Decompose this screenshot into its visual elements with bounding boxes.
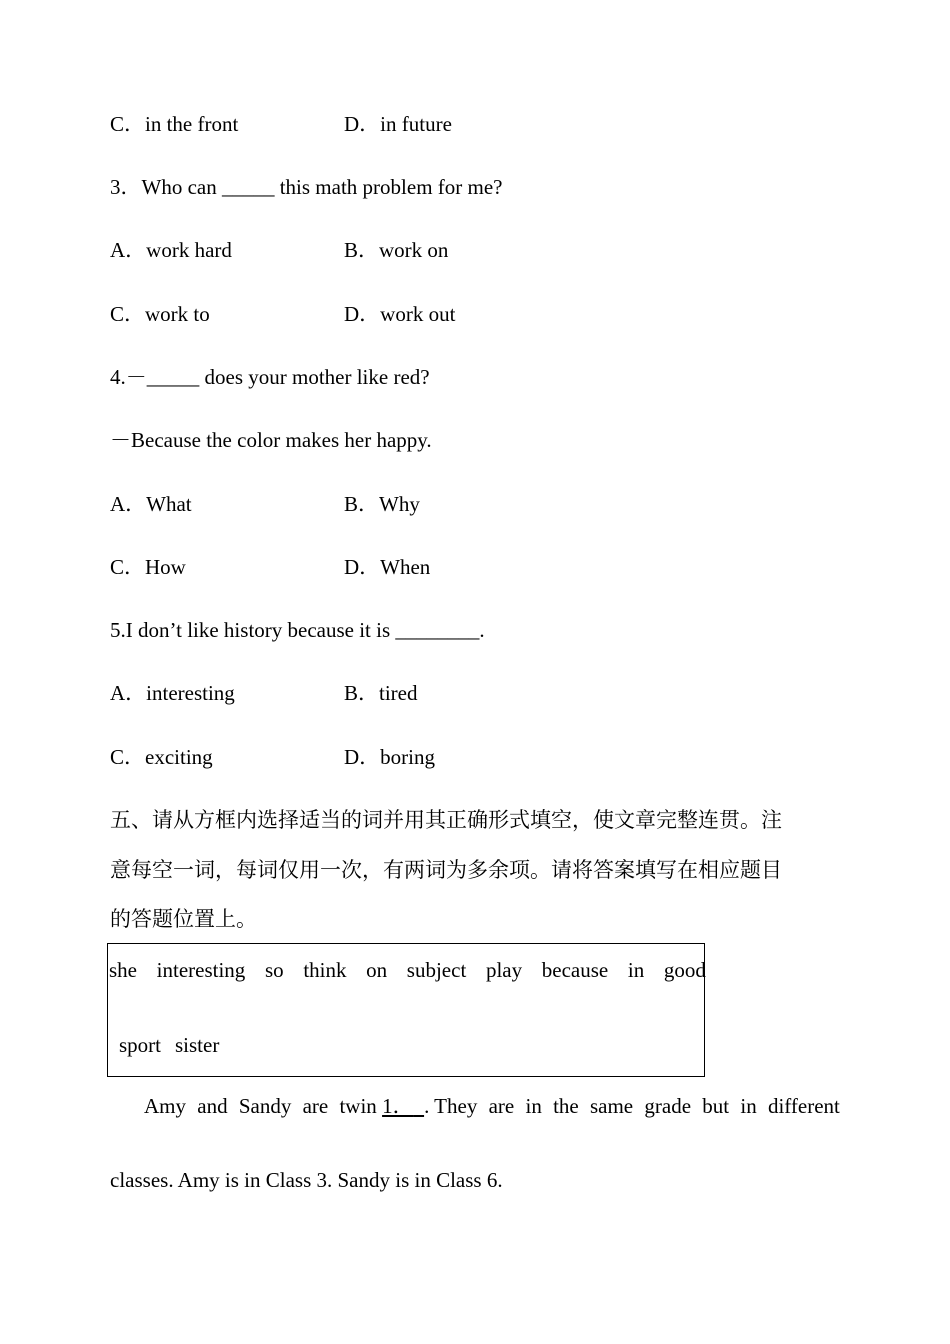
word-box-word: in	[627, 958, 645, 982]
section5-instruction-line2: 意每空一词，每词仅用一次，有两词为多余项。请将答案填写在相应题目	[110, 858, 782, 882]
passage-word: in	[740, 1094, 757, 1118]
q4-option-c: C．How	[110, 555, 186, 579]
section5-instruction-line1: 五、请从方框内选择适当的词并用其正确形式填空，使文章完整连贯。注	[110, 808, 782, 832]
word-box-word: sister	[175, 1033, 220, 1057]
passage-word: grade	[644, 1094, 692, 1118]
blank-1[interactable]: 1．	[382, 1094, 414, 1118]
q4-stem: 4.－_____ does your mother like red?	[110, 365, 430, 389]
word-box-word: so	[264, 958, 284, 982]
q3-option-a: A．work hard	[110, 238, 232, 262]
q4-option-d: D．When	[344, 555, 431, 579]
q4-option-b: B．Why	[344, 492, 420, 516]
q3-option-d: D．work out	[344, 302, 456, 326]
q5-option-a: A．interesting	[110, 681, 235, 705]
word-box-word: play	[485, 958, 523, 982]
word-box	[107, 943, 705, 1077]
q5-stem: 5.I don’t like history because it is ________.	[110, 618, 485, 642]
q2-option-d: D．in future	[344, 112, 452, 136]
passage-line2: classes. Amy is in Class 3. Sandy is in Class 6.	[110, 1168, 503, 1192]
word-box-word: she	[109, 958, 137, 982]
q3-option-c: C．work to	[110, 302, 210, 326]
q3-option-b: B．work on	[344, 238, 449, 262]
word-box-word: because	[541, 958, 609, 982]
q5-option-b: B．tired	[344, 681, 418, 705]
section5-instruction-line3: 的答题位置上。	[110, 907, 257, 931]
q5-option-c: C．exciting	[110, 745, 213, 769]
passage-line1	[110, 1094, 840, 1119]
word-box-word: interesting	[156, 958, 246, 982]
word-box-word: sport	[119, 1033, 161, 1057]
passage-word: are	[302, 1094, 329, 1118]
passage-word: in	[525, 1094, 542, 1118]
passage-word: same	[589, 1094, 634, 1118]
word-box-row2	[119, 1033, 233, 1058]
passage-word: Amy	[144, 1094, 186, 1118]
q4-reply: －Because the color makes her happy.	[110, 428, 432, 452]
passage-word: and	[197, 1094, 228, 1118]
word-box-word: think	[303, 958, 347, 982]
word-box-word: on	[366, 958, 388, 982]
passage-word: different	[767, 1094, 840, 1118]
q2-option-c: C．in the front	[110, 112, 239, 136]
passage-word: the	[553, 1094, 579, 1118]
word-box-row1	[108, 958, 706, 983]
q3-stem: 3．Who can _____ this math problem for me?	[110, 175, 503, 199]
word-box-word: subject	[406, 958, 467, 982]
q5-option-d: D．boring	[344, 745, 435, 769]
passage-word: are	[488, 1094, 515, 1118]
passage-word-with-blank: twin 1． . They	[339, 1094, 478, 1118]
passage-word: Sandy	[238, 1094, 292, 1118]
q4-option-a: A．What	[110, 492, 192, 516]
word-box-word: good	[663, 958, 706, 982]
passage-word: but	[702, 1094, 730, 1118]
